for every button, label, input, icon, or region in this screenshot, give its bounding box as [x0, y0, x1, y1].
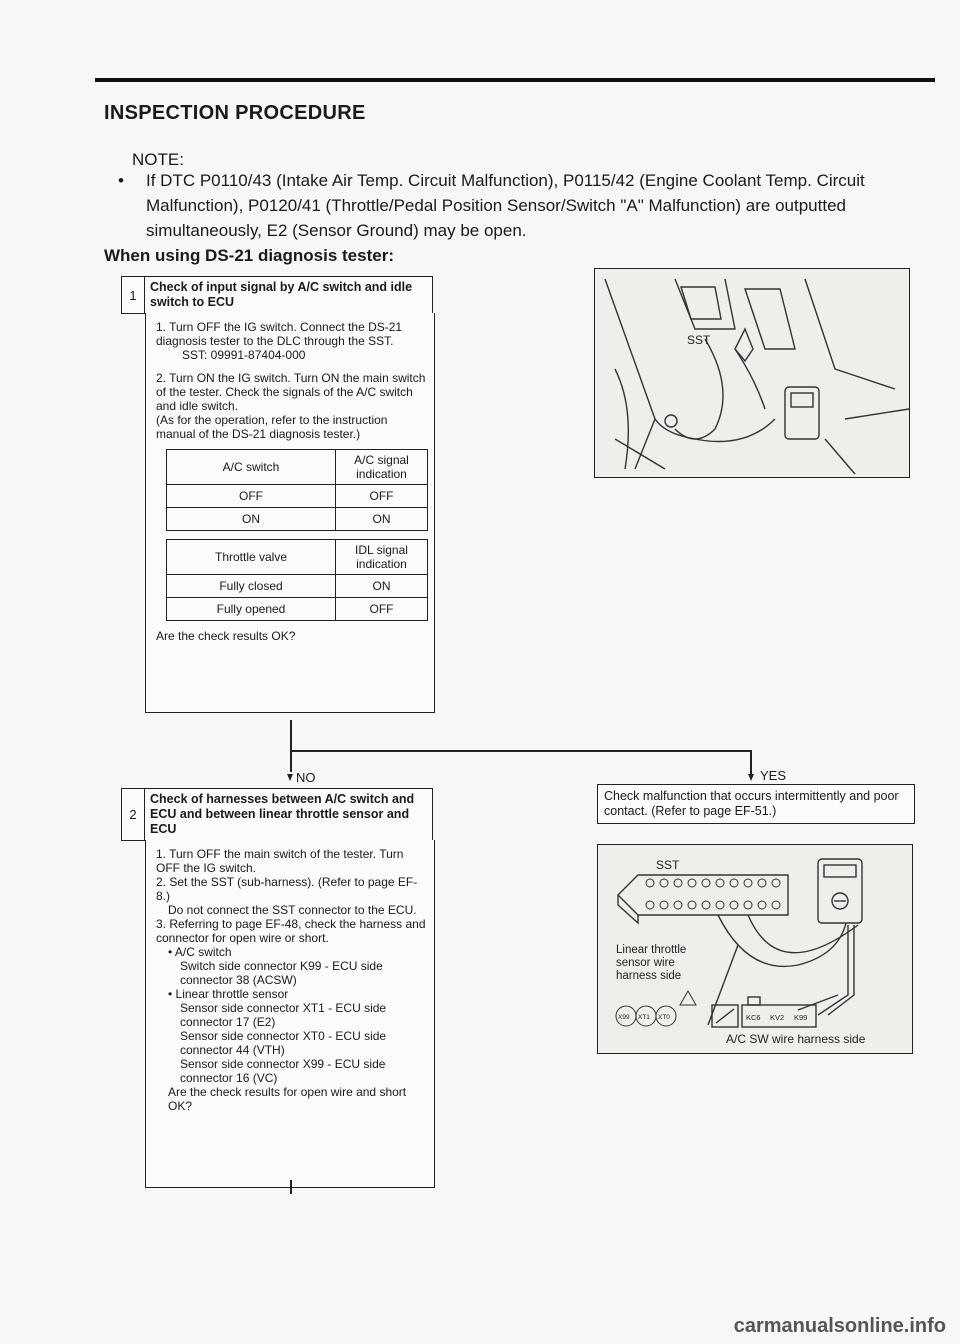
table1-cell: OFF — [167, 485, 336, 508]
conn-label: K99 — [794, 1013, 808, 1022]
figure2-caption: A/C SW wire harness side — [726, 1032, 866, 1046]
step1-block — [121, 276, 433, 314]
step2-block — [121, 788, 433, 841]
table1-cell: OFF — [336, 485, 428, 508]
arrow-down-icon — [748, 774, 754, 781]
note-label: NOTE: — [132, 150, 184, 169]
flow-no-label: NO — [296, 770, 316, 785]
note-bullet: • — [118, 171, 124, 190]
section-subheading: When using DS-21 diagnosis tester: — [104, 246, 394, 265]
step2-throttle-vth: Sensor side connector XT0 - ECU side connector 44 (VTH) — [180, 1029, 387, 1057]
step1-line3: (As for the operation, refer to the instruction manual of the DS-21 diagnosis tester.) — [156, 413, 388, 441]
table1-header-1: A/C switch — [167, 450, 336, 485]
figure-harness-check — [597, 844, 913, 1054]
step2-bullet-throttle: • Linear throttle sensor — [168, 987, 289, 1001]
step2-throttle-vc: Sensor side connector X99 - ECU side connector 16 (VC) — [180, 1057, 386, 1085]
note-text — [118, 168, 936, 243]
watermark: carmanualsonline.info — [733, 1315, 946, 1337]
step2-line1: 1. Turn OFF the main switch of the tester. Turn OFF the IG switch. — [156, 847, 404, 875]
yes-result-box — [597, 784, 915, 824]
table2-cell: Fully closed — [167, 575, 336, 598]
table1-cell: ON — [167, 508, 336, 531]
table2-header-1: Throttle valve — [167, 540, 336, 575]
arrow-down-icon — [287, 774, 293, 781]
step1-line2: 2. Turn ON the IG switch. Turn ON the main switch of the tester. Check the signals of the A/C switch and idle switch. — [156, 371, 426, 413]
step2-question: Are the check results for open wire and short OK? — [168, 1085, 407, 1113]
page-title: INSPECTION PROCEDURE — [104, 102, 366, 124]
step2-line2: 2. Set the SST (sub-harness). (Refer to page EF-8.) — [156, 875, 418, 903]
flow-yes-label: YES — [760, 768, 787, 783]
conn-label: KV2 — [770, 1013, 785, 1022]
table2-header-2: IDL signal indication — [336, 540, 428, 575]
flow-line-horizontal — [290, 750, 751, 752]
table2-cell: ON — [336, 575, 428, 598]
step1-sst: SST: 09991-87404-000 — [182, 348, 306, 362]
step2-line3: 3. Referring to page EF-48, check the harness and connector for open wire or short. — [156, 917, 426, 945]
top-rule — [95, 78, 935, 82]
step2-bullet-ac: • A/C switch — [168, 945, 232, 959]
figure2-harness-label: Linear throttle sensor wire harness side — [616, 944, 687, 982]
yes-result-text: Check malfunction that occurs intermittently and poor contact. (Refer to page EF-51.) — [604, 789, 899, 818]
table1-header-2: A/C signal indication — [336, 450, 428, 485]
dlc-illustration — [595, 269, 909, 477]
flow-line-continue — [290, 1180, 292, 1194]
table2-cell: Fully opened — [167, 598, 336, 621]
flow-line-yes — [750, 750, 752, 774]
step1-line1: 1. Turn OFF the IG switch. Connect the DS-21 diagnosis tester to the DLC through the SST. — [156, 320, 403, 348]
step2-header — [121, 788, 433, 841]
figure-dlc-connection — [594, 268, 910, 478]
step2-body — [145, 840, 435, 1188]
harness-illustration — [598, 845, 912, 1053]
step2-throttle-e2: Sensor side connector XT1 - ECU side connector 17 (E2) — [180, 1001, 387, 1029]
note-body: If DTC P0110/43 (Intake Air Temp. Circuit Malfunction), P0115/42 (Engine Coolant Temp. Circuit Malfunction), P0120/41 (Throttle/Pedal Position Sensor/Switch "A" Malfunction) are outputted simultaneously, E2 (Sensor Ground) may be open. — [146, 171, 865, 240]
conn-label: XT1 — [638, 1014, 650, 1021]
figure1-sst-label: SST — [687, 333, 711, 347]
step1-question: Are the check results OK? — [156, 629, 296, 643]
conn-label: X99 — [618, 1014, 630, 1021]
step1-body — [145, 313, 435, 713]
step1-number: 1 — [122, 277, 145, 313]
figure2-sst-label: SST — [656, 858, 680, 872]
step2-title: Check of harnesses between A/C switch and ECU and between linear throttle sensor and ECU — [150, 792, 415, 836]
step1-header — [121, 276, 433, 314]
conn-label: KC6 — [746, 1013, 761, 1022]
table2-cell: OFF — [336, 598, 428, 621]
conn-label: XT0 — [658, 1014, 670, 1021]
ac-switch-table — [166, 449, 428, 531]
step1-title: Check of input signal by A/C switch and idle switch to ECU — [150, 280, 413, 309]
step2-number: 2 — [122, 789, 145, 840]
step2-bullet-ac-detail: Switch side connector K99 - ECU side connector 38 (ACSW) — [180, 959, 383, 987]
flow-line-down — [290, 720, 292, 772]
step2-line2b: Do not connect the SST connector to the ECU. — [168, 903, 417, 917]
throttle-valve-table — [166, 539, 428, 621]
table1-cell: ON — [336, 508, 428, 531]
